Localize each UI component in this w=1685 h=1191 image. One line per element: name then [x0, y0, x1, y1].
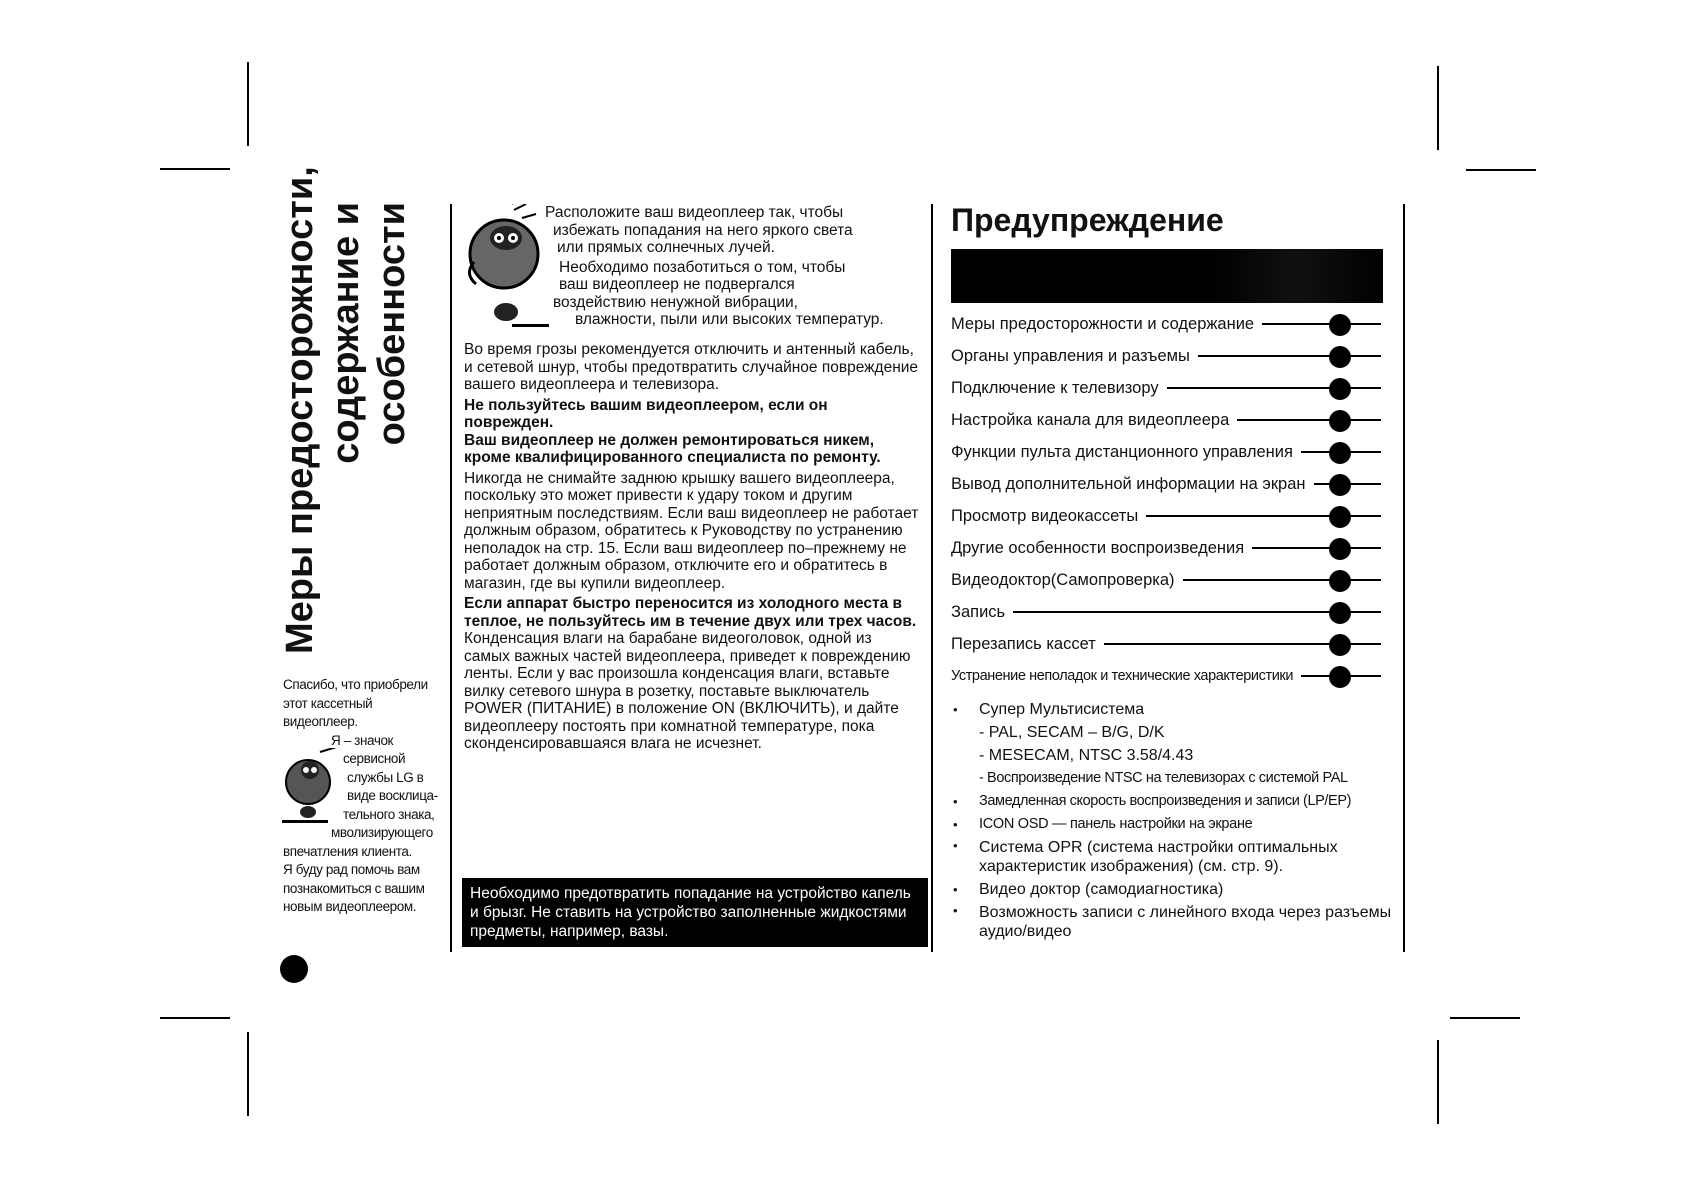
crop-mark — [1437, 1040, 1439, 1124]
bold-paragraph: Если аппарат быстро переносится из холодного места в теплое, не пользуйтесь им в течение двух или трех часов. — [464, 595, 917, 630]
page-dot-icon — [1329, 506, 1351, 528]
toc-label: Перезапись кассет — [951, 635, 1104, 654]
note-line: влажности, пыли или высоких температур. — [575, 311, 884, 328]
leader-line — [1252, 547, 1381, 549]
crop-mark — [247, 62, 249, 146]
crop-mark — [1466, 169, 1536, 171]
toc-label: Подключение к телевизору — [951, 379, 1167, 398]
leader-line — [1237, 419, 1381, 421]
crop-mark — [247, 1032, 249, 1116]
toc-item[interactable] — [951, 532, 1381, 564]
note-line: воздействию ненужной вибрации, — [553, 293, 798, 311]
toc-label: Функции пульта дистанционного управления — [951, 443, 1301, 462]
page-dot-icon — [1329, 474, 1351, 496]
feature-subitem: - MESECAM, NTSC 3.58/4.43 — [979, 747, 1194, 764]
toc-item[interactable] — [951, 596, 1381, 628]
page-dot-icon — [1329, 538, 1351, 560]
note-line: ваш видеоплеер не подвергался — [559, 276, 795, 293]
warning-box: Необходимо предотвратить попадание на устройство капель и брызг. Не ставить на устройство заполненные жидкостями предметы, например, вазы. — [462, 878, 928, 947]
mascot-icon — [280, 748, 344, 828]
intro-line: Я буду рад помочь вам — [283, 862, 420, 877]
crop-mark — [1450, 1017, 1520, 1019]
title-line: Меры предосторожности, — [279, 166, 321, 654]
title-line: содержание и — [325, 202, 367, 464]
feature-item: • Возможность записи с линейного входа через разъемы аудио/видео — [951, 901, 1401, 941]
toc-item[interactable] — [951, 500, 1381, 532]
feature-item: • Замедленная скорость воспроизведения и записи (LP/EP) — [951, 790, 1401, 813]
leader-line — [1198, 355, 1381, 357]
toc-item[interactable] — [951, 372, 1381, 404]
paragraph: Во время грозы рекомендуется отключить и антенный кабель, и сетевой шнур, чтобы предотвратить случайное повреждение вашего видеоплеера и телевизора. — [464, 341, 919, 393]
crop-mark — [1437, 66, 1439, 150]
mascot-icon — [454, 204, 549, 329]
toc-item[interactable] — [951, 340, 1381, 372]
section-title-vertical — [276, 166, 416, 654]
page-dot-icon — [1329, 410, 1351, 432]
note-line: избежать попадания на него яркого света — [553, 221, 853, 239]
page-dot-icon — [1329, 378, 1351, 400]
placement-note — [545, 204, 925, 329]
leader-line — [1262, 323, 1381, 325]
note-line: Необходимо позаботиться о том, чтобы — [559, 258, 846, 276]
page-dot-icon — [1329, 634, 1351, 656]
paragraph: Никогда не снимайте заднюю крышку вашего видеоплеера, поскольку это может привести к удару током и другим неприятным последствиям. Если ваш видеоплеер не работает должным образом, обратитесь к Руководству по устранению неполадок на стр. 15. Если ваш видеоплеер по–прежнему не работает должным образом, отключите его и обратитесь в магазин, где вы купили видеоплеер. — [464, 469, 919, 592]
toc-label: Меры предосторожности и содержание — [951, 315, 1262, 334]
leader-line — [1013, 611, 1381, 613]
table-of-contents — [951, 308, 1381, 692]
feature-item: • Видео доктор (самодиагностика) — [951, 878, 1401, 901]
toc-item[interactable] — [951, 436, 1381, 468]
bold-paragraph: Ваш видеоплеер не должен ремонтироваться никем, кроме квалифицированного специалиста по ремонту. — [464, 431, 881, 466]
crop-mark — [160, 1017, 230, 1019]
toc-label: Запись — [951, 603, 1013, 622]
page-dot-icon — [1329, 666, 1351, 688]
intro-line: Спасибо, что приобрели — [283, 677, 428, 692]
toc-label: Устранение неполадок и технические характеристики — [951, 668, 1301, 684]
intro-line: мволизирующего — [331, 825, 433, 840]
toc-label: Просмотр видеокассеты — [951, 507, 1146, 526]
toc-item[interactable] — [951, 660, 1381, 692]
toc-item[interactable] — [951, 404, 1381, 436]
page-dot-icon — [1329, 442, 1351, 464]
intro-line: Я – значок — [331, 732, 394, 748]
bold-paragraph: Не пользуйтесь вашим видеоплеером, если он поврежден. — [464, 396, 828, 431]
page-dot-icon — [1329, 314, 1351, 336]
toc-label: Настройка канала для видеоплеера — [951, 411, 1237, 430]
intro-line: сервисной — [343, 751, 406, 766]
column-divider — [450, 204, 452, 952]
title-bar — [951, 249, 1383, 303]
page-marker — [280, 955, 308, 983]
feature-subitem: - PAL, SECAM – B/G, D/K — [979, 724, 1165, 741]
paragraph: Конденсация влаги на барабане видеоголовок, одной из самых важных частей видеоплеера, приведет к повреждению ленты. Если у вас произошла конденсация влаги, вставьте вилку сетевого шнура в розетку, поставьте выключатель POWER (ПИТАНИЕ) в положение ON (ВКЛЮЧИТЬ), и дайте видеоплееру постоять при комнатной температуре, пока сконденсировавшаяся влага не исчезнет. — [464, 630, 911, 752]
toc-item[interactable] — [951, 628, 1381, 660]
leader-line — [1183, 579, 1381, 581]
intro-line: службы LG в — [347, 769, 424, 785]
intro-line: познакомиться с вашим — [283, 880, 425, 896]
toc-label: Вывод дополнительной информации на экран — [951, 475, 1314, 494]
toc-item[interactable] — [951, 564, 1381, 596]
page-title: Предупреждение — [951, 202, 1224, 238]
intro-line: виде восклица- — [347, 788, 438, 803]
crop-mark — [160, 168, 230, 170]
feature-item: • Супер Мультисистема — [951, 698, 1401, 721]
page-dot-icon — [1329, 602, 1351, 624]
column-divider — [931, 204, 933, 952]
intro-line: видеоплеер. — [283, 714, 358, 729]
feature-list — [951, 698, 1401, 941]
toc-label: Другие особенности воспроизведения — [951, 539, 1252, 558]
page-dot-icon — [1329, 570, 1351, 592]
title-line: особенности — [371, 202, 413, 446]
feature-subitem: - Воспроизведение NTSC на телевизорах с системой PAL — [979, 770, 1348, 786]
toc-item[interactable] — [951, 308, 1381, 340]
intro-line: этот кассетный — [283, 695, 373, 711]
page-dot-icon — [1329, 346, 1351, 368]
intro-line: тельного знака, — [343, 806, 435, 822]
intro-line: впечатления клиента. — [283, 843, 412, 859]
column-divider — [1403, 204, 1405, 952]
toc-item[interactable] — [951, 468, 1381, 500]
note-line: или прямых солнечных лучей. — [557, 239, 775, 256]
feature-item: • Система OPR (система настройки оптимальных характеристик изображения) (см. стр. 9). — [951, 836, 1401, 878]
toc-label: Видеодоктор(Самопроверка) — [951, 571, 1183, 590]
feature-item: • ICON OSD — панель настройки на экране — [951, 813, 1401, 836]
note-line: Расположите ваш видеоплеер так, чтобы — [545, 204, 844, 221]
intro-line: новым видеоплеером. — [283, 899, 417, 914]
safety-text — [464, 341, 919, 756]
toc-label: Органы управления и разъемы — [951, 347, 1198, 366]
